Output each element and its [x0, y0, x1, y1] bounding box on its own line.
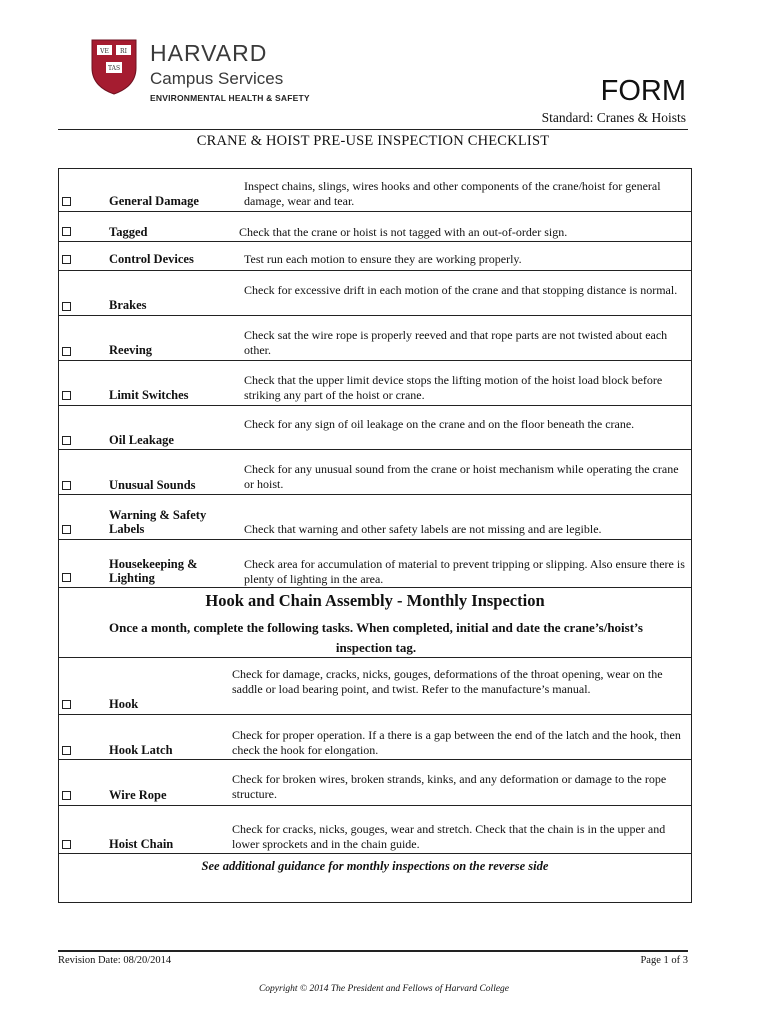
item-name: Housekeeping & Lighting	[109, 557, 198, 585]
checkbox-brakes[interactable]	[62, 302, 71, 311]
item-name: Limit Switches	[109, 388, 189, 402]
shield-text-tas: TAS	[107, 65, 121, 72]
monthly-section-note: Once a month, complete the following tasks. When completed, initial and date the crane’s/hoist’s inspection tag.	[109, 620, 643, 655]
item-name: Control Devices	[109, 252, 194, 266]
monthly-section-heading: Hook and Chain Assembly - Monthly Inspection	[205, 591, 545, 610]
item-description: Check for proper operation. If a there is a gap between the end of the latch and the hook, then check the hook for elongation.	[232, 728, 681, 757]
item-name: Brakes	[109, 298, 147, 312]
page-number: Page 1 of 3	[640, 955, 688, 966]
checklist-row-oil-leakage	[59, 406, 691, 450]
checkbox-unusual-sounds[interactable]	[62, 481, 71, 490]
checklist-row-housekeeping-lighting	[59, 540, 691, 588]
checkbox-reeving[interactable]	[62, 347, 71, 356]
checklist-row-hook-latch	[59, 715, 691, 760]
item-description: Check for damage, cracks, nicks, gouges, deformations of the throat opening, wear on the saddle or load bearing point, and twist. Refer to the manufacture’s manual.	[232, 667, 663, 696]
checklist-row-brakes	[59, 271, 691, 316]
item-description: Check that the upper limit device stops the lifting motion of the hoist load block before striking any part of the hoist or crane.	[244, 373, 663, 402]
copyright-notice: Copyright © 2014 The President and Fellows of Harvard College	[258, 984, 510, 994]
checkbox-warning-safety-labels[interactable]	[62, 525, 71, 534]
brand-department: ENVIRONMENTAL HEALTH & SAFETY	[150, 93, 310, 103]
brand-name: HARVARD	[150, 40, 268, 66]
checklist-row-control-devices	[59, 242, 691, 271]
item-name: Hook	[109, 697, 139, 711]
monthly-guidance-note: See additional guidance for monthly inspections on the reverse side	[201, 859, 549, 873]
item-description: Test run each motion to ensure they are working properly.	[244, 252, 522, 266]
checklist-row-general-damage	[59, 169, 691, 212]
checkbox-oil-leakage[interactable]	[62, 436, 71, 445]
item-description: Check for any unusual sound from the crane or hoist mechanism while operating the crane or hoist.	[244, 462, 679, 491]
item-description: Check for any sign of oil leakage on the crane and on the floor beneath the crane.	[244, 417, 635, 431]
item-name: Hook Latch	[109, 743, 173, 757]
checkbox-limit-switches[interactable]	[62, 391, 71, 400]
checkbox-wire-rope[interactable]	[62, 791, 71, 800]
checkbox-hook[interactable]	[62, 700, 71, 709]
checklist-row-hoist-chain	[59, 806, 691, 854]
document-title: CRANE & HOIST PRE-USE INSPECTION CHECKLIST	[196, 133, 550, 149]
item-name: Warning & Safety Labels	[109, 508, 207, 536]
item-description: Inspect chains, slings, wires hooks and other components of the crane/hoist for general damage, wear and tear.	[244, 179, 661, 208]
standard-label: Standard: Cranes & Hoists	[541, 110, 686, 125]
item-description: Check for broken wires, broken strands, kinks, and any deformation or damage to the rope structure.	[232, 772, 667, 801]
item-description: Check for excessive drift in each motion of the crane and that stopping distance is normal.	[244, 283, 678, 297]
checklist-row-warning-safety-labels	[59, 495, 691, 540]
item-name: Tagged	[109, 225, 148, 239]
shield-text-ve: VE	[100, 48, 109, 55]
item-name: Wire Rope	[109, 788, 167, 802]
item-description: Check for cracks, nicks, gouges, wear and stretch. Check that the chain is in the upper and lower sprockets and in the chain guide.	[232, 822, 666, 851]
form-label: FORM	[600, 75, 686, 107]
checklist-row-tagged	[59, 212, 691, 242]
checklist-row-reeving	[59, 316, 691, 361]
checkbox-control-devices[interactable]	[62, 255, 71, 264]
item-description: Check sat the wire rope is properly reeved and that rope parts are not twisted about each other.	[244, 328, 668, 357]
item-name: Unusual Sounds	[109, 478, 196, 492]
item-name: Oil Leakage	[109, 433, 174, 447]
header-divider	[58, 129, 688, 130]
checkbox-hook-latch[interactable]	[62, 746, 71, 755]
brand-subtitle: Campus Services	[150, 69, 284, 88]
revision-date: Revision Date: 08/20/2014	[58, 955, 172, 966]
item-description: Check that warning and other safety labels are not missing and are legible.	[244, 522, 602, 536]
footer-divider	[58, 950, 688, 952]
item-description: Check area for accumulation of material to prevent tripping or slipping. Also ensure there is plenty of lighting in the area.	[244, 557, 685, 586]
inspection-checklist-table	[58, 168, 692, 903]
item-description: Check that the crane or hoist is not tagged with an out-of-order sign.	[239, 225, 568, 239]
checkbox-hoist-chain[interactable]	[62, 840, 71, 849]
checklist-row-limit-switches	[59, 361, 691, 406]
checkbox-housekeeping-lighting[interactable]	[62, 573, 71, 582]
item-name: Hoist Chain	[109, 837, 174, 851]
harvard-shield-logo	[90, 38, 138, 96]
checklist-row-wire-rope	[59, 760, 691, 806]
item-name: General Damage	[109, 194, 199, 208]
shield-text-ri: RI	[120, 48, 127, 55]
checklist-row-unusual-sounds	[59, 450, 691, 495]
item-name: Reeving	[109, 343, 153, 357]
checkbox-tagged[interactable]	[62, 227, 71, 236]
checklist-row-hook	[59, 658, 691, 715]
checkbox-general-damage[interactable]	[62, 197, 71, 206]
